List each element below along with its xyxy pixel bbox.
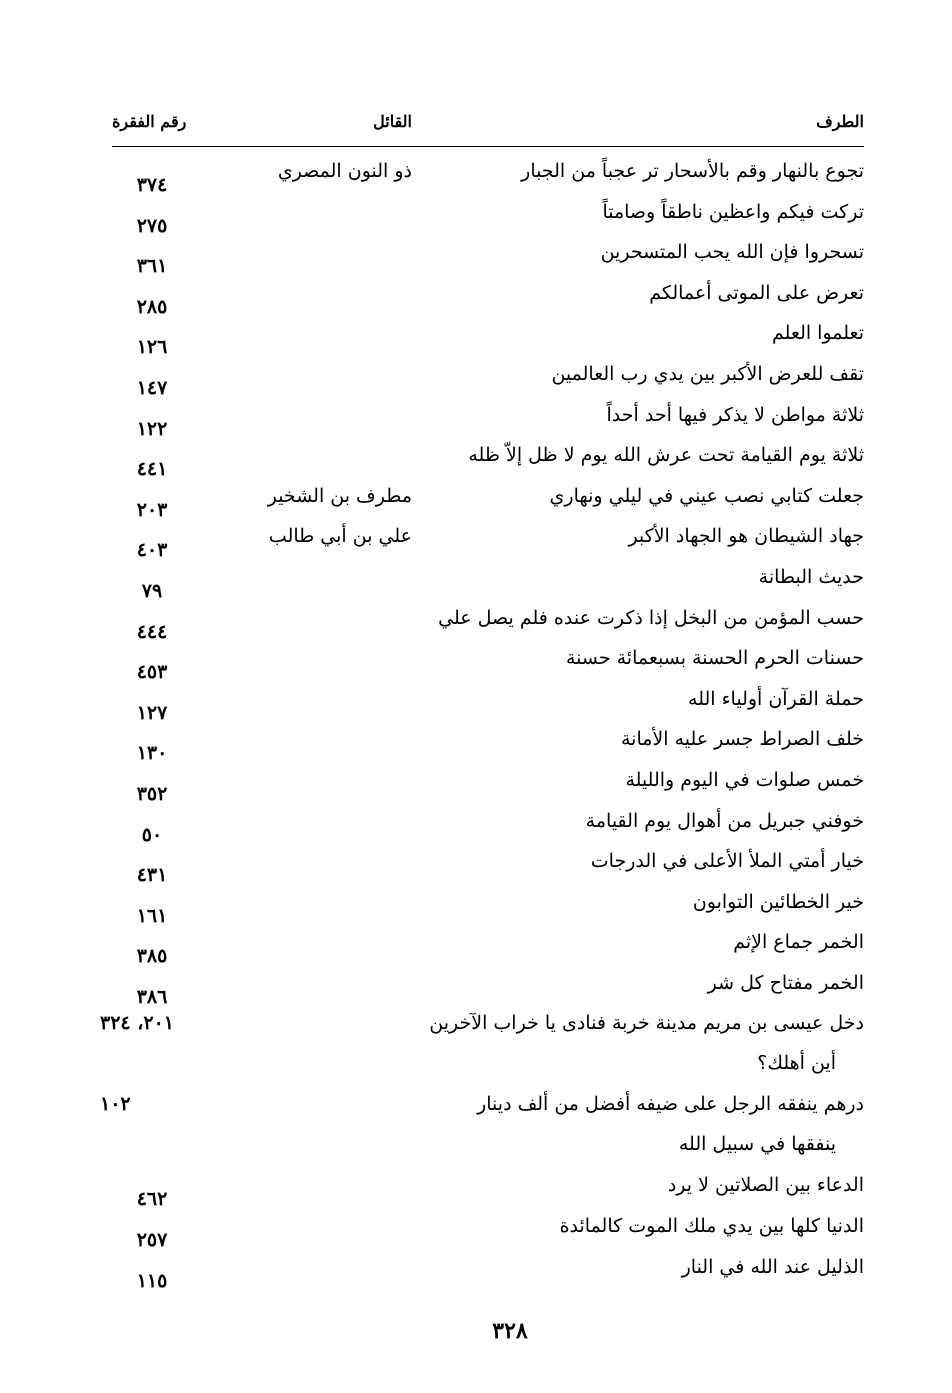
row-paragraph-number: ٤٦٢ (136, 1188, 168, 1211)
row-taraf (602, 201, 864, 223)
row-taraf-line: تركت فيكم واعظين ناطقاً وصامتاً (602, 200, 864, 223)
row-taraf-line: ثلاثة مواطن لا يذكر فيها أحد أحداً (606, 403, 864, 426)
row-taraf (625, 769, 864, 791)
row-taraf-line: تجوع بالنهار وقم بالأسحار تر عجباً من الجبار (521, 160, 864, 182)
row-paragraph-number: ٤٥٣ (136, 661, 168, 684)
row-paragraph-number: ٤٤١ (136, 458, 168, 481)
row-paragraph-number: ٢٠٣ (136, 498, 168, 521)
table-row (100, 314, 864, 359)
table-row (100, 355, 864, 399)
row-paragraph-number: ١٦١ (136, 904, 168, 927)
table-row (100, 802, 864, 846)
row-taraf-continuation: ينفقها في سبيل الله (678, 1133, 836, 1156)
table-row (100, 1004, 864, 1085)
index-table (100, 152, 864, 1292)
row-taraf (607, 404, 864, 426)
row-taraf-line: خوفني جبريل من أهوال يوم القيامة (585, 809, 864, 832)
row-paragraph-number: ١٠٢ (100, 1093, 131, 1116)
table-row (100, 1166, 864, 1211)
table-row (100, 964, 864, 1008)
row-taraf (601, 241, 864, 263)
table-header (112, 112, 864, 142)
row-taraf-line: خمس صلوات في اليوم والليلة (625, 768, 864, 791)
row-taraf (438, 607, 864, 629)
row-paragraph-number: ٢٠١، ٣٢٤ (100, 1012, 174, 1035)
row-taraf (521, 160, 864, 182)
table-row (100, 233, 864, 278)
table-row (100, 477, 864, 521)
row-taraf-line: الخمر مفتاح كل شر (707, 971, 864, 994)
table-row (100, 680, 864, 724)
row-paragraph-number: ١٢٢ (136, 417, 168, 440)
row-paragraph-number: ٣٨٥ (136, 945, 168, 968)
row-qail: علي بن أبي طالب (268, 525, 412, 548)
row-paragraph-number: ٧٩ (141, 579, 163, 602)
table-row (100, 842, 864, 887)
row-taraf-line: حسنات الحرم الحسنة بسبعمائة حسنة (565, 647, 864, 670)
table-row (100, 558, 864, 602)
row-taraf-continuation: أين أهلك؟ (757, 1052, 836, 1075)
table-row (100, 1207, 864, 1252)
row-taraf (477, 1093, 864, 1155)
table-row (100, 274, 864, 318)
table-row (100, 152, 864, 196)
row-taraf-line: خلف الصراط جسر عليه الأمانة (620, 728, 864, 751)
row-paragraph-number: ٢٥٧ (136, 1229, 168, 1252)
row-qail: ذو النون المصري (277, 160, 412, 182)
row-taraf (693, 891, 864, 913)
table-row (100, 923, 864, 968)
row-taraf (688, 688, 864, 710)
row-taraf-line: تعرض على الموتى أعمالكم (649, 281, 864, 304)
table-row (100, 720, 864, 765)
header-qail: القائل (373, 112, 412, 131)
row-taraf (468, 444, 864, 466)
row-taraf (708, 972, 864, 994)
row-taraf-line: الخمر جماع الإثم (733, 931, 864, 954)
row-taraf (628, 525, 864, 547)
row-paragraph-number: ١٢٧ (136, 701, 168, 724)
row-taraf (550, 485, 864, 507)
row-taraf (429, 1012, 864, 1074)
row-taraf-line: حسب المؤمن من البخل إذا ذكرت عنده فلم يصل علي (438, 606, 864, 629)
row-taraf-line: تسحروا فإن الله يحب المتسحرين (600, 241, 864, 264)
row-taraf-line: حملة القرآن أولياء الله (688, 687, 864, 710)
row-paragraph-number: ١٤٧ (136, 376, 168, 399)
header-raqm: رقم الفقرة (112, 112, 187, 131)
row-taraf (682, 1256, 864, 1278)
row-paragraph-number: ٣٦١ (136, 255, 168, 278)
page-number: ٣٢٨ (492, 1318, 528, 1344)
table-row (100, 436, 864, 481)
table-row (100, 639, 864, 684)
row-taraf-line: خير الخطائين التوابون (692, 890, 864, 913)
header-taraf: الطرف (816, 112, 864, 131)
row-taraf (621, 728, 864, 750)
row-taraf (586, 810, 864, 832)
row-taraf (733, 931, 864, 953)
row-taraf-line: دخل عيسى بن مريم مدينة خربة فنادى يا خراب الآخرين (429, 1012, 864, 1035)
row-paragraph-number: ٣٧٤ (136, 174, 168, 196)
row-paragraph-number: ١٢٦ (136, 336, 168, 359)
row-taraf (566, 647, 864, 669)
row-paragraph-number: ٢٧٥ (136, 214, 168, 237)
row-paragraph-number: ٤٣١ (136, 864, 168, 887)
table-row (100, 1248, 864, 1292)
row-taraf (551, 363, 864, 385)
row-taraf (668, 1174, 864, 1196)
row-paragraph-number: ١١٥ (136, 1269, 168, 1292)
table-row (100, 193, 864, 237)
row-paragraph-number: ٤٤٤ (136, 620, 168, 643)
row-taraf (591, 850, 864, 872)
row-taraf-line: تعلموا العلم (771, 322, 864, 345)
row-taraf-line: ثلاثة يوم القيامة تحت عرش الله يوم لا ظل إلاّ ظله (468, 444, 864, 467)
row-paragraph-number: ٤٠٣ (136, 539, 168, 562)
table-row (100, 883, 864, 927)
row-taraf-line: جعلت كتابي نصب عيني في ليلي ونهاري (549, 484, 864, 507)
row-taraf-line: حديث البطانة (758, 565, 864, 588)
row-taraf (649, 282, 864, 304)
table-row (100, 1085, 864, 1166)
row-taraf-line: درهم ينفقه الرجل على ضيفه أفضل من ألف دينار (477, 1093, 864, 1116)
row-taraf-line: الدنيا كلها بين يدي ملك الموت كالمائدة (559, 1215, 864, 1238)
row-paragraph-number: ٣٥٢ (136, 782, 168, 805)
table-row (100, 761, 864, 805)
row-paragraph-number: ١٣٠ (136, 742, 168, 765)
row-taraf-line: تقف للعرض الأكبر بين يدي رب العالمين (551, 362, 864, 385)
row-paragraph-number: ٢٨٥ (136, 295, 168, 318)
row-taraf (759, 566, 864, 588)
row-taraf (772, 322, 864, 344)
header-rule (112, 146, 864, 147)
row-taraf-line: جهاد الشيطان هو الجهاد الأكبر (628, 525, 864, 548)
row-taraf-line: خيار أمتي الملأ الأعلى في الدرجات (590, 850, 864, 873)
row-taraf-line: الدعاء بين الصلاتين لا يرد (667, 1174, 864, 1197)
table-row (100, 517, 864, 562)
row-taraf-line: الذليل عند الله في النار (681, 1255, 864, 1278)
table-row (100, 599, 864, 643)
row-paragraph-number: ٣٨٦ (136, 985, 168, 1008)
row-taraf (560, 1215, 864, 1237)
table-row (100, 396, 864, 440)
row-paragraph-number: ٥٠ (141, 823, 163, 846)
row-qail: مطرف بن الشخير (267, 484, 412, 507)
